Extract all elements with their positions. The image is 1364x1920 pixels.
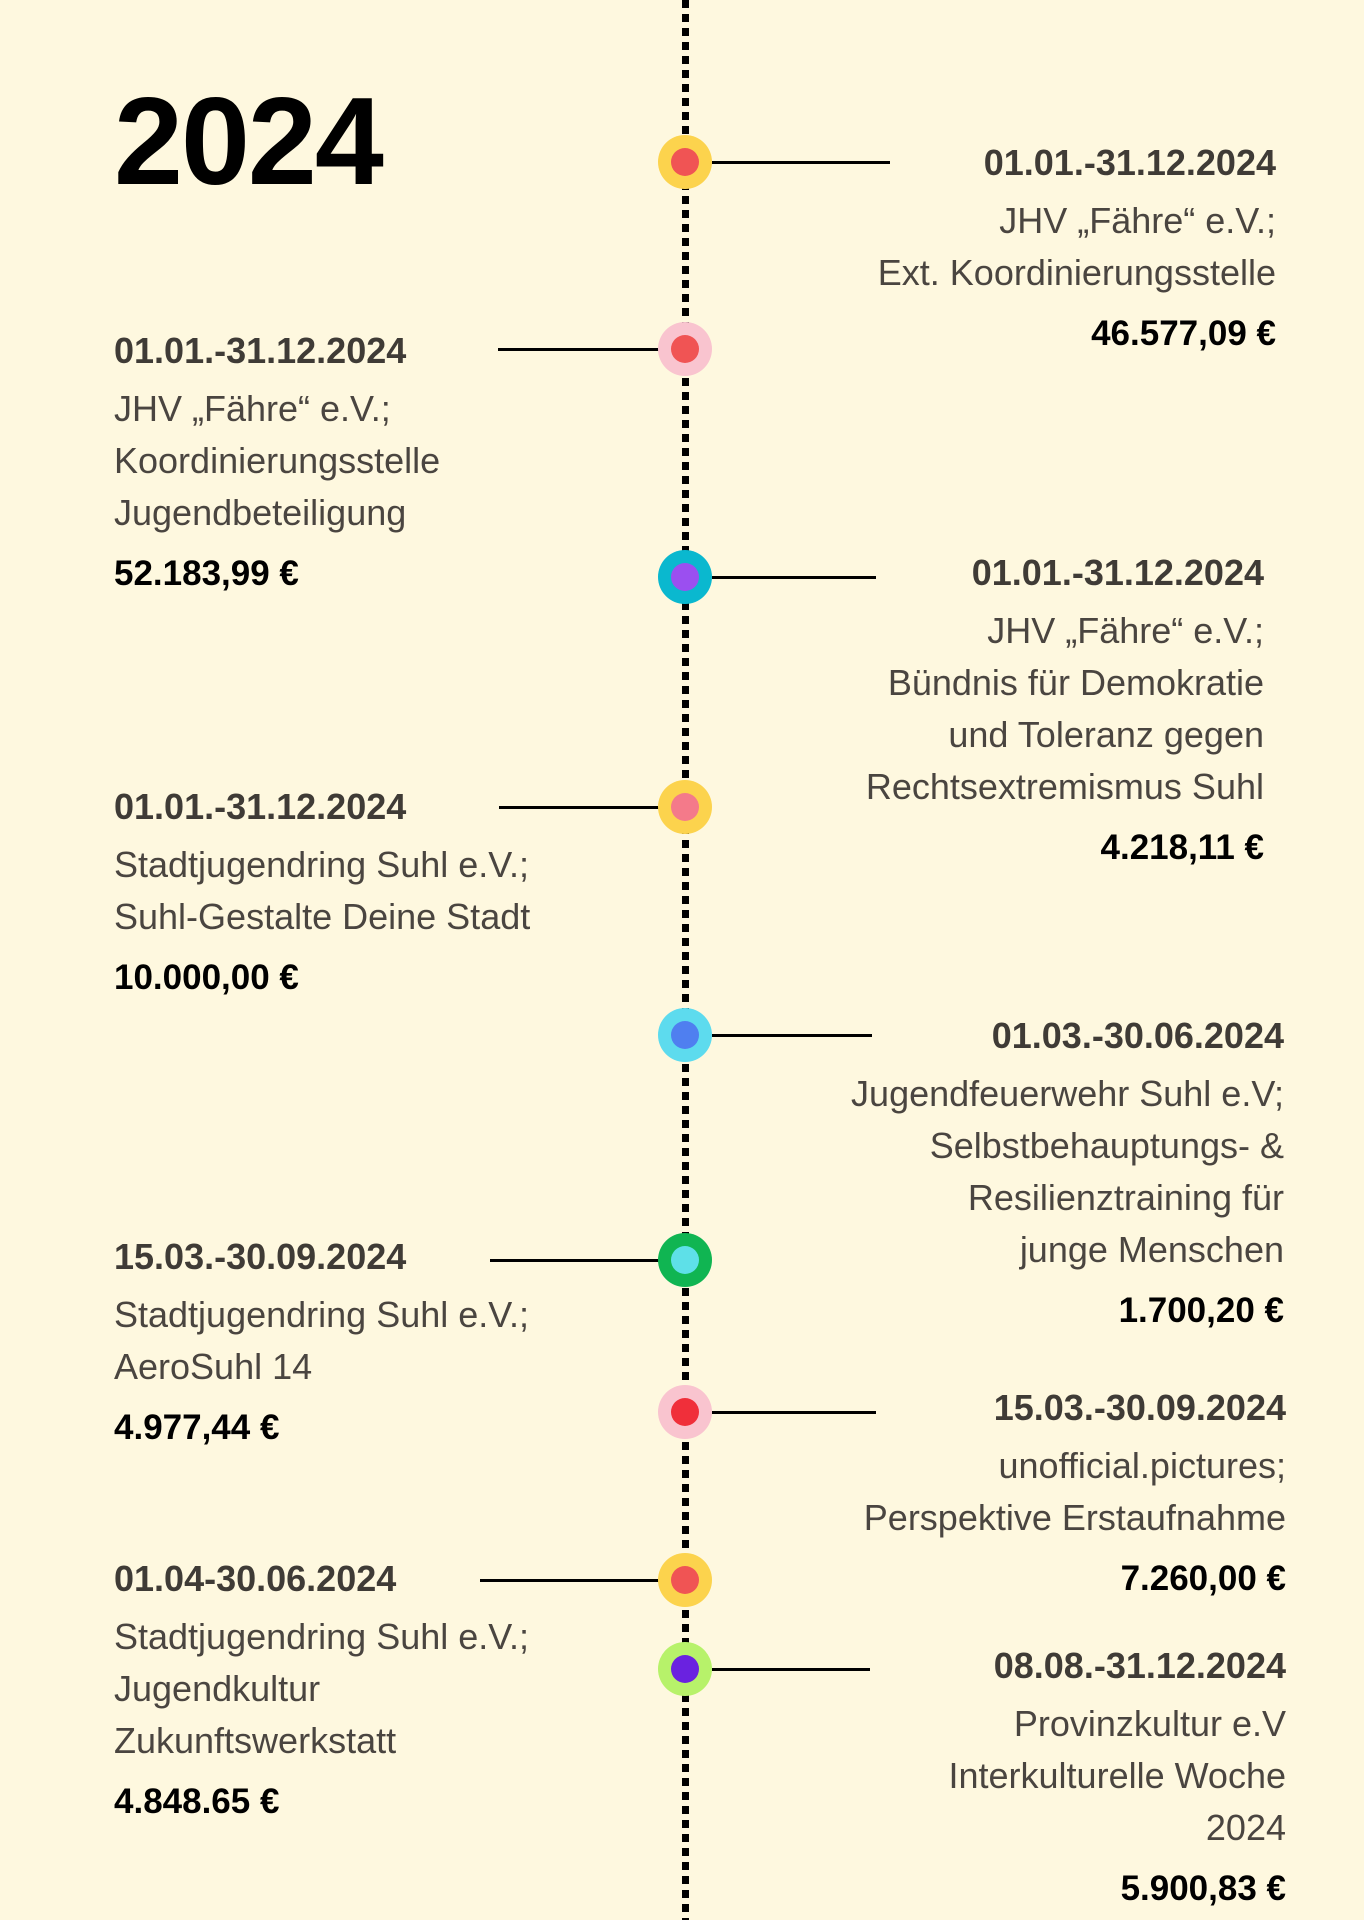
timeline-dot-center [671, 563, 699, 591]
timeline-entry [864, 1387, 1286, 1600]
entry-date: 01.01.-31.12.2024 [983, 142, 1276, 183]
entry-date: 01.04-30.06.2024 [114, 1558, 397, 1599]
timeline-dot-center [671, 1398, 699, 1426]
timeline-dot [658, 550, 712, 604]
entry-date: 01.01.-31.12.2024 [114, 330, 407, 371]
timeline-entry [114, 1558, 529, 1823]
timeline-connector [712, 1034, 872, 1037]
timeline-dot [658, 322, 712, 376]
entry-description: Interkulturelle Woche [948, 1755, 1286, 1797]
timeline-entry [949, 1645, 1287, 1910]
entry-amount: 1.700,20 € [1118, 1291, 1284, 1331]
timeline-connector [498, 348, 660, 351]
entry-description: Rechtsextremismus Suhl [865, 766, 1264, 808]
entry-date: 01.01.-31.12.2024 [114, 786, 407, 827]
timeline-dot-center [671, 1655, 699, 1683]
timeline-entry [866, 552, 1264, 869]
entry-description: und Toleranz gegen [948, 714, 1264, 756]
timeline-dot [658, 135, 712, 189]
entry-amount: 46.577,09 € [1091, 314, 1276, 354]
timeline-connector [712, 1668, 870, 1671]
timeline-dot-center [671, 1021, 699, 1049]
entry-date: 15.03.-30.09.2024 [993, 1387, 1286, 1428]
entry-amount: 52.183,99 € [114, 554, 299, 594]
timeline-connector [712, 161, 890, 164]
entry-description: JHV „Fähre“ e.V.; [114, 388, 391, 430]
entry-description: Provinzkultur e.V [1013, 1703, 1286, 1745]
entry-description: Jugendkultur [114, 1668, 321, 1710]
entry-description: Stadtjugendring Suhl e.V.; [114, 1616, 529, 1658]
entry-description: Jugendfeuerwehr Suhl e.V; [851, 1073, 1284, 1115]
timeline-dot [658, 1008, 712, 1062]
timeline-axis [682, 0, 689, 1920]
timeline-entry [114, 786, 530, 999]
timeline-connector [712, 1411, 876, 1414]
entry-description: Stadtjugendring Suhl e.V.; [114, 1294, 529, 1336]
timeline-dot [658, 1553, 712, 1607]
entry-description: Suhl-Gestalte Deine Stadt [114, 896, 531, 938]
timeline-dot [658, 1385, 712, 1439]
timeline-entry [851, 1015, 1284, 1332]
entry-description: unofficial.pictures; [998, 1445, 1286, 1487]
year-title: 2024 [114, 73, 382, 211]
timeline-entry [114, 1236, 529, 1449]
timeline-dot-center [671, 1246, 699, 1274]
timeline-dot [658, 1642, 712, 1696]
entry-description: Jugendbeteiligung [114, 492, 407, 534]
entry-description: Zukunftswerkstatt [114, 1720, 397, 1762]
timeline-dot-center [671, 335, 699, 363]
entry-description: Bündnis für Demokratie [887, 662, 1264, 704]
entry-description: junge Menschen [1019, 1229, 1284, 1271]
entry-description: Perspektive Erstaufnahme [863, 1497, 1286, 1539]
entry-amount: 4.848.65 € [114, 1782, 280, 1822]
entry-amount: 4.977,44 € [114, 1408, 280, 1448]
entry-description: Koordinierungsstelle [114, 440, 441, 482]
entry-description: JHV „Fähre“ e.V.; [987, 610, 1264, 652]
entry-amount: 10.000,00 € [114, 958, 299, 998]
timeline-dot-center [671, 148, 699, 176]
entry-amount: 7.260,00 € [1120, 1559, 1286, 1599]
entry-description: 2024 [1205, 1807, 1286, 1849]
entry-description: JHV „Fähre“ e.V.; [999, 200, 1276, 242]
timeline-entry [878, 142, 1276, 355]
timeline-entry [114, 330, 440, 595]
timeline-dot [658, 1233, 712, 1287]
timeline-dot [658, 780, 712, 834]
entry-date: 01.01.-31.12.2024 [971, 552, 1264, 593]
entry-date: 01.03.-30.06.2024 [991, 1015, 1284, 1056]
timeline-dot-center [671, 1566, 699, 1594]
entry-description: Ext. Koordinierungsstelle [877, 252, 1276, 294]
timeline-dot-center [671, 793, 699, 821]
entry-description: Stadtjugendring Suhl e.V.; [114, 844, 529, 886]
entry-description: Selbstbehauptungs- & [929, 1125, 1284, 1167]
entry-amount: 4.218,11 € [1100, 828, 1264, 868]
entry-description: AeroSuhl 14 [114, 1346, 313, 1388]
entry-amount: 5.900,83 € [1120, 1869, 1286, 1909]
entry-description: Resilienztraining für [967, 1177, 1284, 1219]
timeline-connector [712, 576, 876, 579]
entry-date: 08.08.-31.12.2024 [993, 1645, 1286, 1686]
entry-date: 15.03.-30.09.2024 [114, 1236, 407, 1277]
